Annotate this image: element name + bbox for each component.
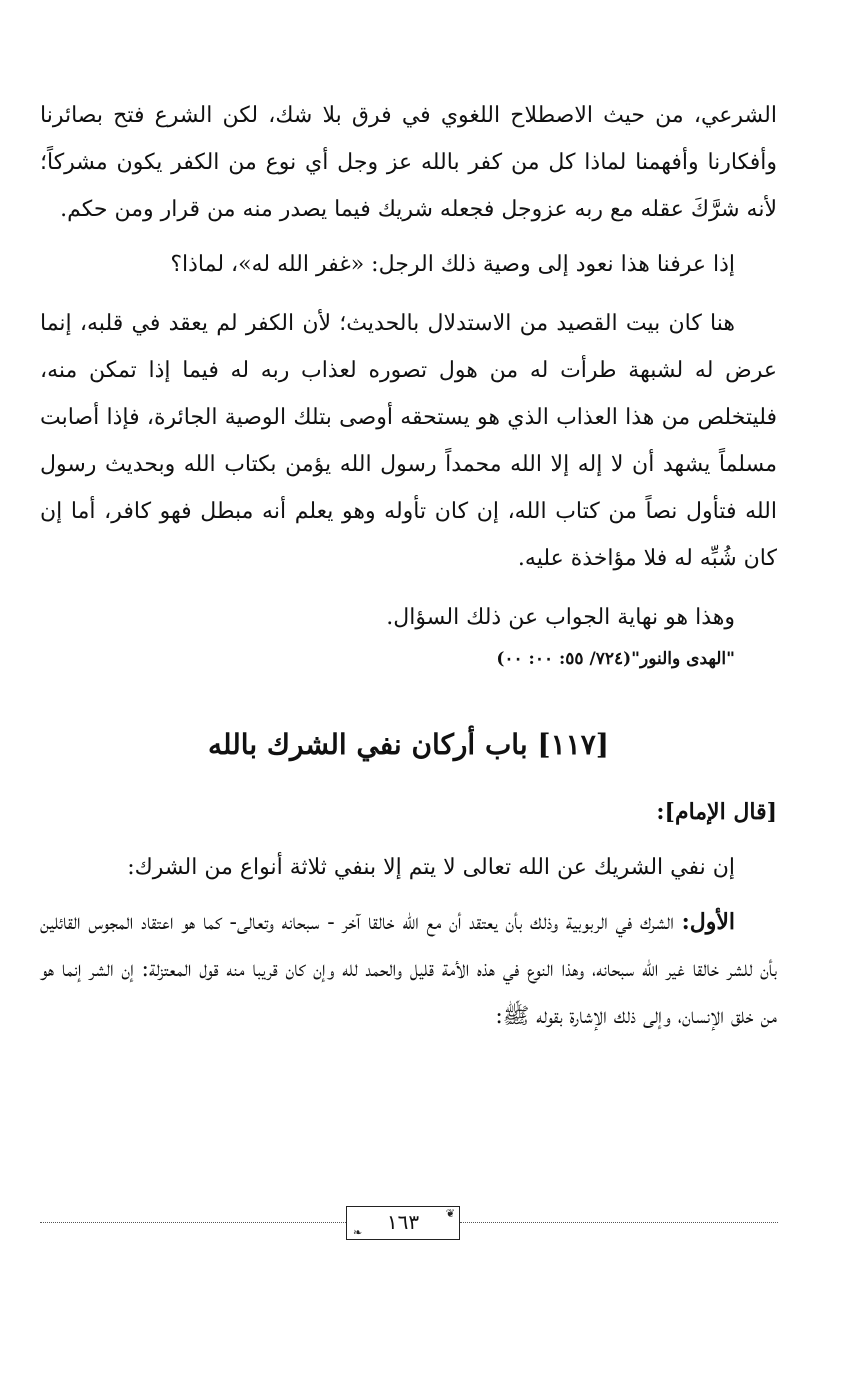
page-number-box (346, 1206, 460, 1240)
ornament-icon: ❧ (353, 1226, 363, 1239)
paragraph-conclusion: وهذا هو نهاية الجواب عن ذلك السؤال. (386, 605, 735, 630)
footer-divider-right (460, 1222, 778, 1223)
paragraph-continuation: الشرعي، من حيث الاصطلاح اللغوي في فرق بلا شك، لكن الشرع فتح بصائرنا وأفكارنا وأفهمنا لماذا كل من كفر بالله عز وجل أي نوع من الكفر يكون مشركاً؛ لأنه شرَّكَ عقله مع ربه عزوجل فجعله شريك فيما يصدر منه من قرار ومن حكم. (40, 103, 777, 222)
paragraph-explanation: هنا كان بيت القصيد من الاستدلال بالحديث؛ لأن الكفر لم يعقد في قلبه، إنما عرض له لشبهة طرأت له من هول تصوره لعذاب ربه له فيما إذا تمكن منه، فليتخلص من هذا العذاب الذي هو يستحقه أوصى بتلك الوصية الجائرة، فإذا أصابت مسلماً يشهد أن لا إله إلا الله محمداً رسول الله يؤمن بكتاب الله وبحديث رسول الله فتأول نصاً من كتاب الله، إن كان تأوله وهو يعلم أنه مبطل فهو كافر، أما إن كان شُبِّه له فلا مؤاخذة عليه. (40, 311, 777, 571)
page-footer (40, 1207, 778, 1242)
page-body (40, 92, 777, 1040)
page-number: ١٦٣ (386, 1210, 420, 1234)
paragraph-first-type (40, 899, 777, 1040)
first-type-label: الأول: (681, 909, 735, 935)
ornament-icon: ❦ (445, 1207, 455, 1220)
footer-divider-left (40, 1222, 346, 1223)
paragraph-intro: إن نفي الشريك عن الله تعالى لا يتم إلا بنفي ثلاثة أنواع من الشرك: (127, 855, 735, 880)
first-type-text: الشرك في الربوبية وذلك بأن يعتقد أن مع الله خالقا آخر - سبحانه وتعالى- كما هو اعتقاد المجوس القائلين بأن للشر خالقا غير الله سبحانه، وهذا النوع في هذه الأمة قليل والحمد لله وإن كان قريبا منه قول المعتزلة: إن الشر إنما هو من خلق الإنسان، وإلى ذلك الإشارة بقوله ﷺ: (40, 910, 777, 1029)
speaker-label: [قال الإمام]: (656, 799, 777, 825)
paragraph-question: إذا عرفنا هذا نعود إلى وصية ذلك الرجل: «غفر الله له»، لماذا؟ (170, 252, 735, 277)
source-citation: "الهدى والنور"(٧٢٤/ ٥٥: ٠٠: ٠٠) (496, 649, 735, 669)
section-title: [١١٧] باب أركان نفي الشرك بالله (207, 728, 610, 761)
